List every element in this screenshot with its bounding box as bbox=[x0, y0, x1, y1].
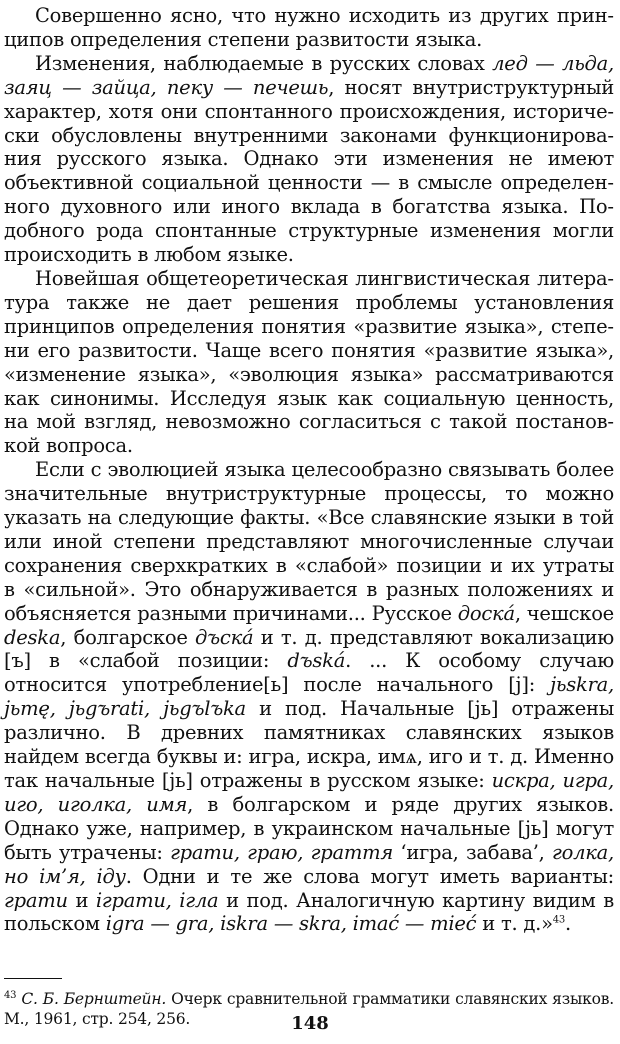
text-run: . bbox=[565, 912, 571, 936]
text-run: и т. д.» bbox=[476, 912, 553, 936]
text-run: ‘игра, забава’, bbox=[393, 840, 553, 864]
paragraph-3-body: Новейшая общетеоретическая лингвистическая литература также не дает решения проблемы установления принципов определения понятия «развитие языка», степени его развитости. Чаще всего понятия «развитие языка», «изменение языка», «эволюция языка» рассматриваются как синонимы. Исследуя язык как социальную ценность, на мой взгляд, невозможно согласиться с такой постановкой вопроса. bbox=[4, 266, 614, 458]
footnote-text: Очерк сравнительной грамматики славянских языков. М., 1961, стр. 254, 256. bbox=[4, 990, 615, 1028]
italic-word: искра, игра, иго, иголка, имя bbox=[4, 769, 614, 816]
text-run: и bbox=[67, 888, 96, 912]
italic-word: грати bbox=[4, 888, 68, 912]
paragraph-2 bbox=[4, 52, 614, 267]
italic-word: грати, граю, граття bbox=[170, 840, 393, 864]
text-run: . ... К особому случаю относится употребление[ь] после начального [j]: bbox=[4, 649, 614, 697]
footnote-reference: 43 bbox=[552, 914, 565, 926]
italic-word: deska bbox=[4, 625, 61, 649]
text-run: и под. Начальные [jь] отражены различно. В древних памятниках славянских языков найдем всегда буквы и: игра, искра, имѧ, иго и т. д. Именно так начальные [jь] отражены в русском языке: bbox=[4, 697, 614, 792]
footnote-author: С. Б. Бернштейн. bbox=[21, 990, 167, 1008]
footnote-divider bbox=[4, 978, 62, 979]
text-run: и под. Аналогичную картину видим в польском bbox=[4, 888, 614, 936]
example-words: лед — льда, заяц — зайца, пеку — печешь bbox=[4, 51, 614, 99]
text-run: , болгарское bbox=[60, 625, 196, 649]
paragraph-3 bbox=[4, 267, 614, 458]
paragraph-2-rest: , носят внутриструктурный характер, хотя они спонтанного происхождения, исторически обусловлены внутренними законами функционирования русского языка. Однако эти изменения не имеют объективной социальной ценности — в смысле определенного духовного или иного вклада в богатства языка. Подобного рода спонтанные структурные изменения могли происходить в любом языке. bbox=[4, 75, 614, 267]
italic-word: jьskra, jьmę, jьgъrati, jьgъlъka bbox=[4, 673, 614, 721]
italic-word: дъска́ bbox=[195, 625, 254, 649]
paragraph-4-body: Если с эволюцией языка целесообразно связывать более значительные внутриструктурные процессы, то можно указать на следующие факты. «Все славянские языки в той или иной степени представляют многочисленные случаи сохранения сверхкратких в «слабой» позиции и их утраты в «сильной». Это обнаруживается в разных положениях и объясняется разными причинами... Русское bbox=[4, 458, 614, 625]
page-number: 148 bbox=[291, 1013, 329, 1034]
italic-word: голка, но ім’я, іду bbox=[4, 840, 614, 888]
paragraph-2-lead: Изменения, наблюдаемые в русских словах bbox=[35, 51, 493, 75]
italic-word: доска́ bbox=[457, 601, 515, 625]
italic-word: іграти, ігла bbox=[95, 888, 219, 912]
text-run: и т. д. представляют вокализацию [ъ] в «слабой позиции: bbox=[4, 625, 614, 673]
text-run: . Одни и те же слова могут иметь варианты: bbox=[125, 864, 614, 888]
footnote-number: 43 bbox=[4, 989, 17, 1001]
text-run: , в болгарском и ряде других языков. Однако уже, например, в украинском начальные [jь] могут быть утрачены: bbox=[4, 792, 614, 864]
text-run: , чешское bbox=[514, 601, 614, 625]
paragraph-1: Совершенно ясно, что нужно исходить из других принципов определения степени развитости языка. bbox=[4, 4, 614, 51]
italic-word: igra — gra, iskra — skra, imać — mieć bbox=[105, 912, 477, 936]
paragraph-4 bbox=[4, 458, 614, 936]
italic-word: dъská bbox=[287, 649, 346, 673]
body-text bbox=[4, 4, 614, 936]
